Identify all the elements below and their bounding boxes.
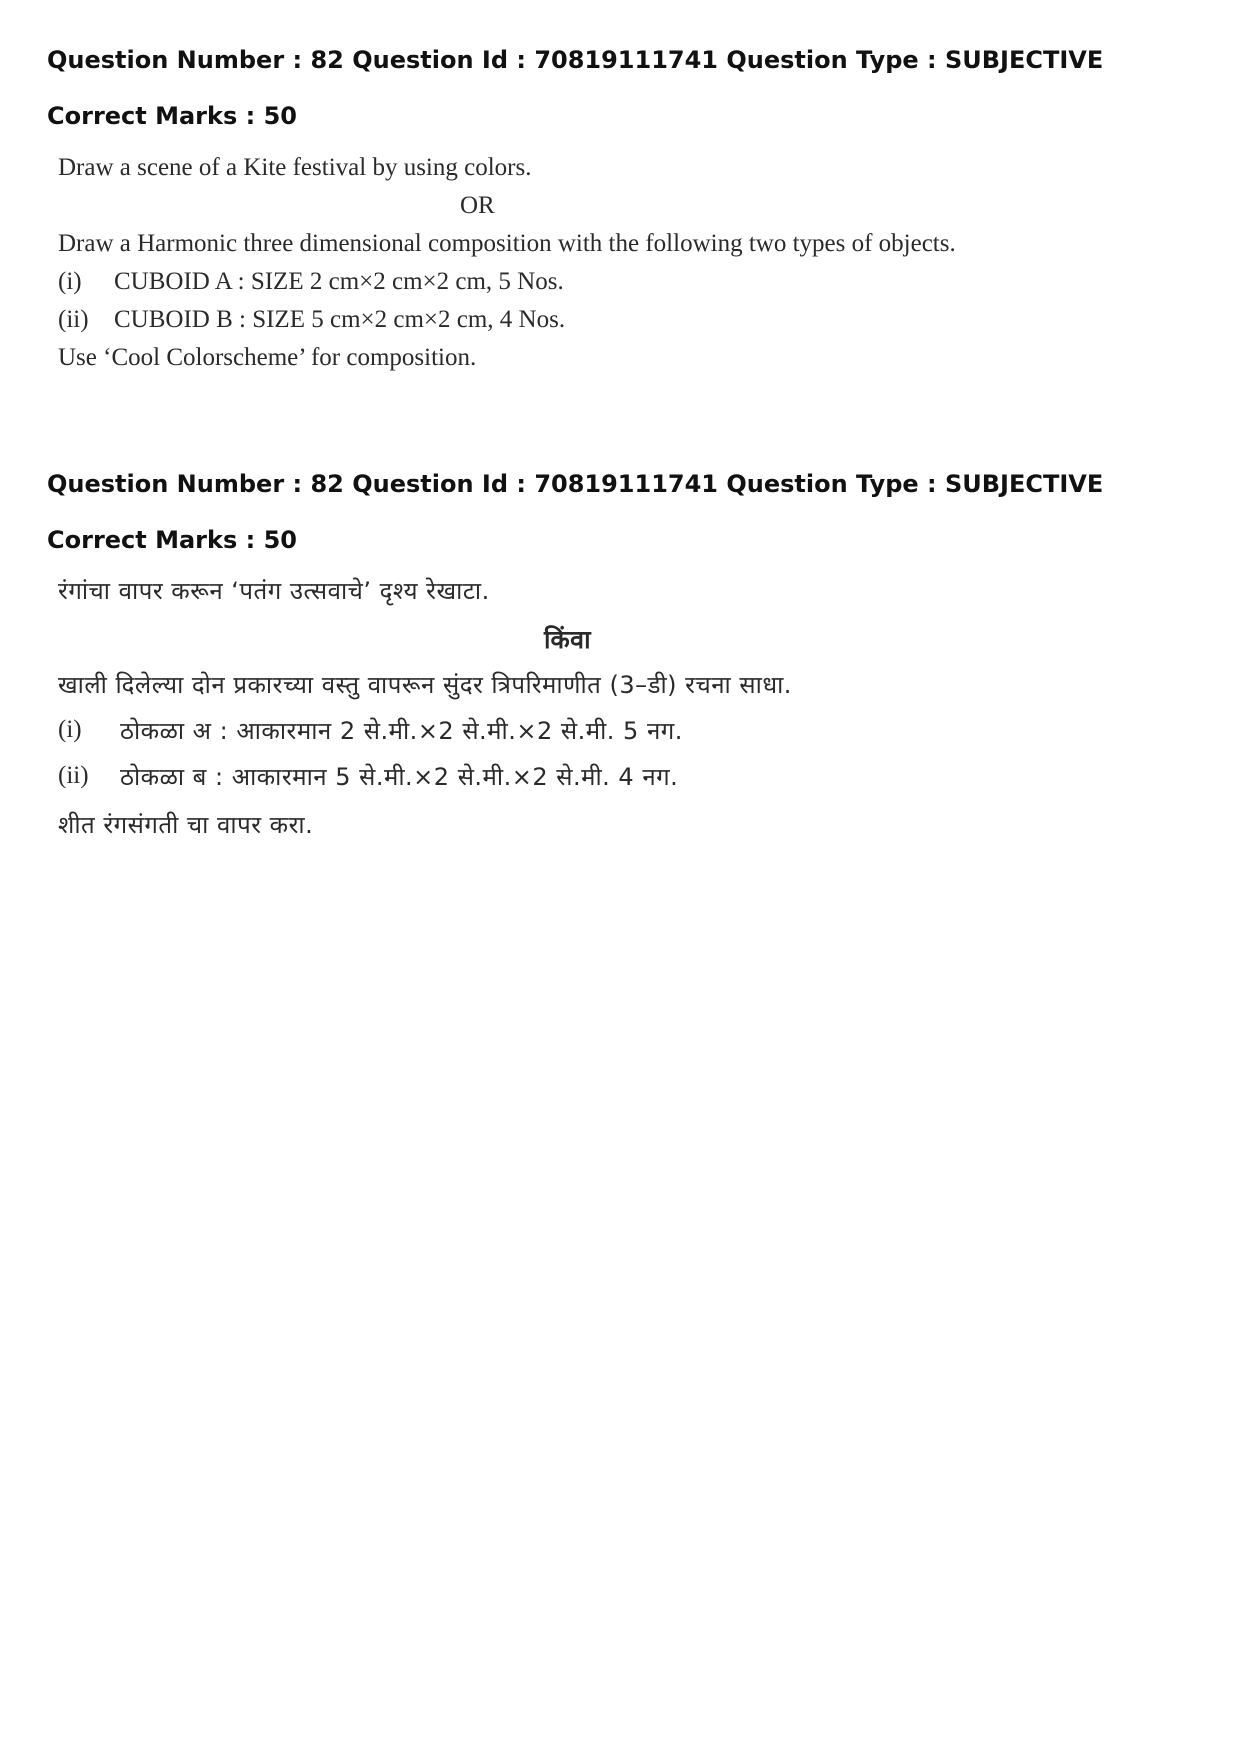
- correct-marks: Correct Marks : 50: [47, 526, 297, 554]
- item-number: (i): [58, 268, 82, 295]
- question-instruction: खाली दिलेल्या दोन प्रकारच्या वस्तु वापरून सुंदर त्रिपरिमाणीत (3–डी) रचना साधा.: [58, 671, 792, 699]
- item-text: CUBOID B : SIZE 5 cm×2 cm×2 cm, 4 Nos.: [114, 306, 566, 333]
- or-separator: OR: [460, 192, 495, 219]
- item-number: (ii): [58, 762, 89, 789]
- correct-marks: Correct Marks : 50: [47, 102, 297, 130]
- or-separator: किंवा: [544, 625, 592, 654]
- question-intro: Draw a scene of a Kite festival by using colors.: [58, 154, 532, 181]
- item-text: CUBOID A : SIZE 2 cm×2 cm×2 cm, 5 Nos.: [114, 268, 564, 295]
- question-header: Question Number : 82 Question Id : 70819111741 Question Type : SUBJECTIVE: [47, 470, 1104, 498]
- item-text: ठोकळा अ : आकारमान 2 से.मी.×2 से.मी.×2 से.मी. 5 नग.: [120, 717, 683, 745]
- question-header: Question Number : 82 Question Id : 70819111741 Question Type : SUBJECTIVE: [47, 46, 1104, 74]
- question-closing: Use ‘Cool Colorscheme’ for composition.: [58, 344, 477, 371]
- question-closing: शीत रंगसंगती चा वापर करा.: [58, 811, 314, 839]
- item-text: ठोकळा ब : आकारमान 5 से.मी.×2 से.मी.×2 से.मी. 4 नग.: [120, 763, 679, 791]
- item-number: (i): [58, 716, 82, 743]
- item-number: (ii): [58, 306, 89, 333]
- question-intro: रंगांचा वापर करून ‘पतंग उत्सवाचे’ दृश्य रेखाटा.: [58, 577, 490, 605]
- question-instruction: Draw a Harmonic three dimensional composition with the following two types of objects.: [58, 230, 956, 257]
